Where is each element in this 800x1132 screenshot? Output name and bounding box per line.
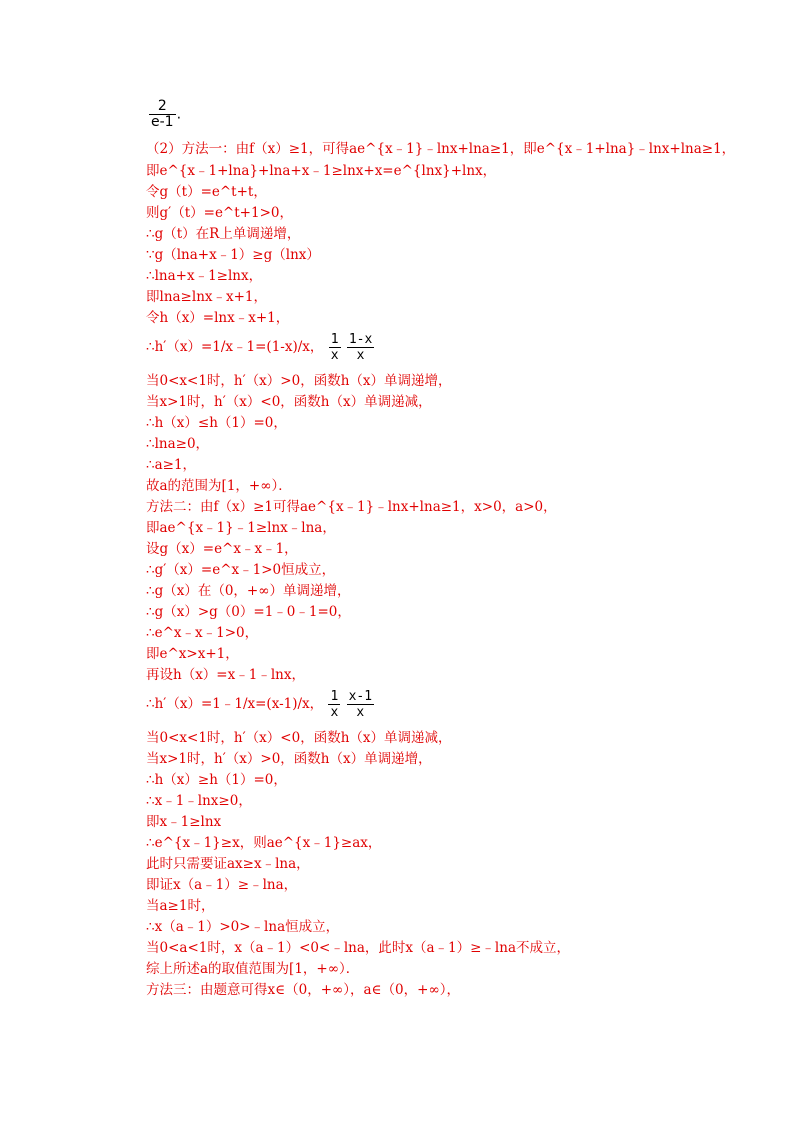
solution-line: 当a≥1时，	[146, 898, 215, 914]
fraction-1-over-x: $\frac{1}{x}$	[330, 332, 339, 363]
solution-line: 即e^{x﹣1+lna}+lna+x﹣1≥lnx+x=e^{lnx}+lnx，	[146, 163, 497, 179]
solution-line: 当0<a<1时，x（a﹣1）<0<﹣lna，此时x（a﹣1）≥﹣lna不成立，	[146, 940, 570, 956]
solution-line: 即ae^{x﹣1}﹣1≥lnx﹣lna，	[146, 520, 336, 536]
solution-line: ∴e^x﹣x﹣1>0，	[146, 625, 259, 641]
solution-line: 设g（x）=e^x﹣x﹣1，	[146, 541, 298, 557]
solution-line: ∴a≥1，	[146, 457, 197, 473]
solution-line: 即x﹣1≥lnx	[146, 814, 222, 830]
solution-line: ∴lna≥0，	[146, 436, 210, 452]
fraction-denominator: e-1	[151, 114, 174, 130]
fraction-1-over-x: $\frac{1}{x}$	[330, 689, 339, 720]
fraction-numerator: 2	[149, 99, 176, 115]
solution-line: ∴h（x）≤h（1）=0，	[146, 415, 287, 431]
solution-line: 方法二：由f（x）≥1可得ae^{x﹣1}﹣lnx+lna≥1，x>0，a>0，	[146, 499, 557, 515]
solution-line: 当x>1时，h′（x）<0，函数h（x）单调递减，	[146, 394, 432, 410]
solution-line: 故a的范围为[1，+∞）．	[146, 478, 292, 494]
derivative-text: ∴h′（x）=1/x﹣1=(1-x)/x，	[146, 339, 324, 355]
previous-result-fraction	[148, 99, 181, 130]
derivative-line-2	[146, 689, 375, 720]
solution-line: ∴g（x）在（0，+∞）单调递增，	[146, 583, 351, 599]
solution-line: ∴e^{x﹣1}≥x，则ae^{x﹣1}≥ax，	[146, 835, 382, 851]
fraction-period: .	[176, 106, 182, 123]
derivative-line-1	[146, 332, 375, 363]
solution-line: ∴h（x）≥h（1）=0，	[146, 772, 287, 788]
solution-line: 再设h（x）=x﹣1﹣lnx，	[146, 667, 305, 683]
fraction-1-minus-x-over-x: $\frac{1-x}{x}$	[348, 332, 373, 363]
solution-line: 令h（x）=lnx﹣x+1，	[146, 310, 290, 326]
solution-line: ∴g′（x）=e^x﹣1>0恒成立，	[146, 562, 336, 578]
solution-line: （2）方法一：由f（x）≥1，可得ae^{x﹣1}﹣lnx+lna≥1，即e^{x﹣1+lna}﹣lnx+lna≥1，	[146, 141, 736, 157]
solution-line: 当0<x<1时，h′（x）<0，函数h（x）单调递减，	[146, 730, 452, 746]
solution-line: 即lna≥lnx﹣x+1，	[146, 289, 268, 305]
solution-line: 方法三：由题意可得x∈（0，+∞），a∈（0，+∞），	[146, 982, 460, 998]
solution-line: 令g（t）=e^t+t，	[146, 184, 267, 200]
solution-line: 则g′（t）=e^t+1>0，	[146, 205, 293, 221]
solution-line: 综上所述a的取值范围为[1，+∞）．	[146, 961, 360, 977]
solution-line: 即e^x>x+1，	[146, 646, 239, 662]
solution-line: ∴g（x）>g（0）=1﹣0﹣1=0，	[146, 604, 351, 620]
solution-line: ∴x（a﹣1）>0>﹣lna恒成立，	[146, 919, 340, 935]
solution-line: ∴lna+x﹣1≥lnx，	[146, 268, 263, 284]
solution-line: 当x>1时，h′（x）>0，函数h（x）单调递增，	[146, 751, 432, 767]
derivative-text: ∴h′（x）=1﹣1/x=(x-1)/x，	[146, 696, 324, 712]
solution-line: 当0<x<1时，h′（x）>0，函数h（x）单调递增，	[146, 373, 452, 389]
solution-line: ∴x﹣1﹣lnx≥0，	[146, 793, 252, 809]
solution-line: 即证x（a﹣1）≥﹣lna，	[146, 877, 298, 893]
solution-line: ∴g（t）在R上单调递增，	[146, 226, 301, 242]
solution-line: 此时只需要证ax≥x﹣lna，	[146, 856, 310, 872]
fraction-x-minus-1-over-x: $\frac{x-1}{x}$	[348, 689, 373, 720]
solution-line: ∵g（lna+x﹣1）≥g（lnx）	[146, 247, 320, 263]
